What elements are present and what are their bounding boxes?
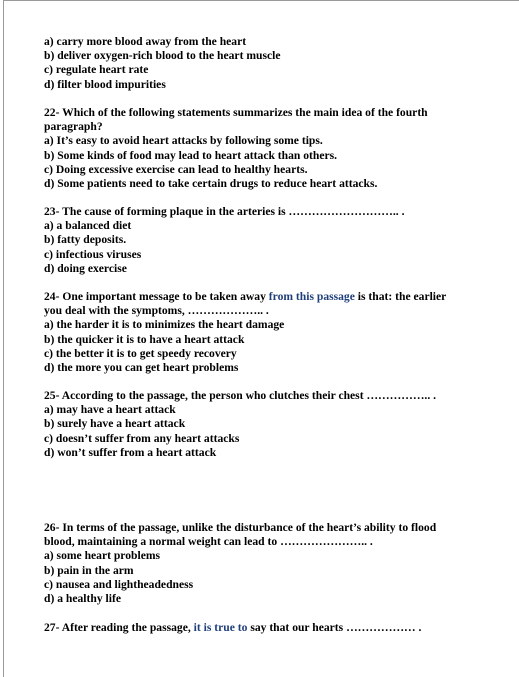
option-22-a: a) It’s easy to avoid heart attacks by following some tips. xyxy=(44,134,323,148)
option-26-a: a) some heart problems xyxy=(44,549,161,563)
question-24-stem-mid: is that: the earlier xyxy=(354,290,447,303)
option-25-d: d) won’t suffer from a heart attack xyxy=(44,445,217,459)
question-26-stem-line-2: blood, maintaining a normal weight can lead to ………………….. . xyxy=(44,535,373,549)
question-27-stem-highlight: it is true to xyxy=(193,621,248,634)
option-26-c: c) nausea and lightheadedness xyxy=(44,577,194,591)
question-22-stem-line-2: paragraph? xyxy=(44,120,103,134)
question-24 xyxy=(44,290,504,375)
question-27-stem xyxy=(44,621,504,635)
option-26-b: b) pain in the arm xyxy=(44,563,134,577)
question-24-stem-line-1 xyxy=(44,290,504,304)
question-22-stem-line-1: 22- Which of the following statements summarizes the main idea of the fourth xyxy=(44,106,428,119)
question-23 xyxy=(44,205,504,276)
option-23-a: a) a balanced diet xyxy=(44,219,132,233)
question-24-stem-line-2: you deal with the symptoms, ……………….. . xyxy=(44,304,269,318)
option-24-a: a) the harder it is to minimizes the heart damage xyxy=(44,318,285,332)
question-22 xyxy=(44,106,504,191)
option-23-c: c) infectious viruses xyxy=(44,247,142,261)
option-23-d: d) doing exercise xyxy=(44,261,127,275)
question-26 xyxy=(44,521,504,606)
option-24-d: d) the more you can get heart problems xyxy=(44,361,239,375)
question-25 xyxy=(44,389,504,460)
option-22-b: b) Some kinds of food may lead to heart attack than others. xyxy=(44,148,338,162)
option-25-c: c) doesn’t suffer from any heart attacks xyxy=(44,431,240,445)
page-border-top xyxy=(3,0,519,1)
page-border-left xyxy=(3,0,4,677)
option-26-d: d) a healthy life xyxy=(44,592,121,606)
option-21-b: b) deliver oxygen-rich blood to the heart muscle xyxy=(44,49,281,63)
option-21-d: d) filter blood impurities xyxy=(44,77,166,91)
question-27 xyxy=(44,621,504,635)
question-21-options xyxy=(44,35,504,92)
question-24-stem-pre: 24- One important message to be taken away xyxy=(44,290,269,303)
question-27-stem-post: say that our hearts ……………… . xyxy=(247,621,422,634)
option-22-d: d) Some patients need to take certain drugs to reduce heart attacks. xyxy=(44,177,378,191)
question-27-stem-pre: 27- After reading the passage, xyxy=(44,621,194,634)
question-25-stem: 25- According to the passage, the person who clutches their chest …………….. . xyxy=(44,389,437,402)
option-23-b: b) fatty deposits. xyxy=(44,233,127,247)
option-24-b: b) the quicker it is to have a heart attack xyxy=(44,332,245,346)
option-25-b: b) surely have a heart attack xyxy=(44,417,186,431)
option-21-a: a) carry more blood away from the heart xyxy=(44,35,247,48)
option-24-c: c) the better it is to get speedy recovery xyxy=(44,346,237,360)
option-22-c: c) Doing excessive exercise can lead to healthy hearts. xyxy=(44,162,308,176)
option-21-c: c) regulate heart rate xyxy=(44,63,149,77)
question-24-stem-highlight: from this passage xyxy=(268,290,355,303)
question-26-stem-line-1: 26- In terms of the passage, unlike the disturbance of the heart’s ability to flood xyxy=(44,521,437,534)
option-25-a: a) may have a heart attack xyxy=(44,403,176,417)
question-23-stem: 23- The cause of forming plaque in the arteries is ……………………….. . xyxy=(44,205,405,218)
